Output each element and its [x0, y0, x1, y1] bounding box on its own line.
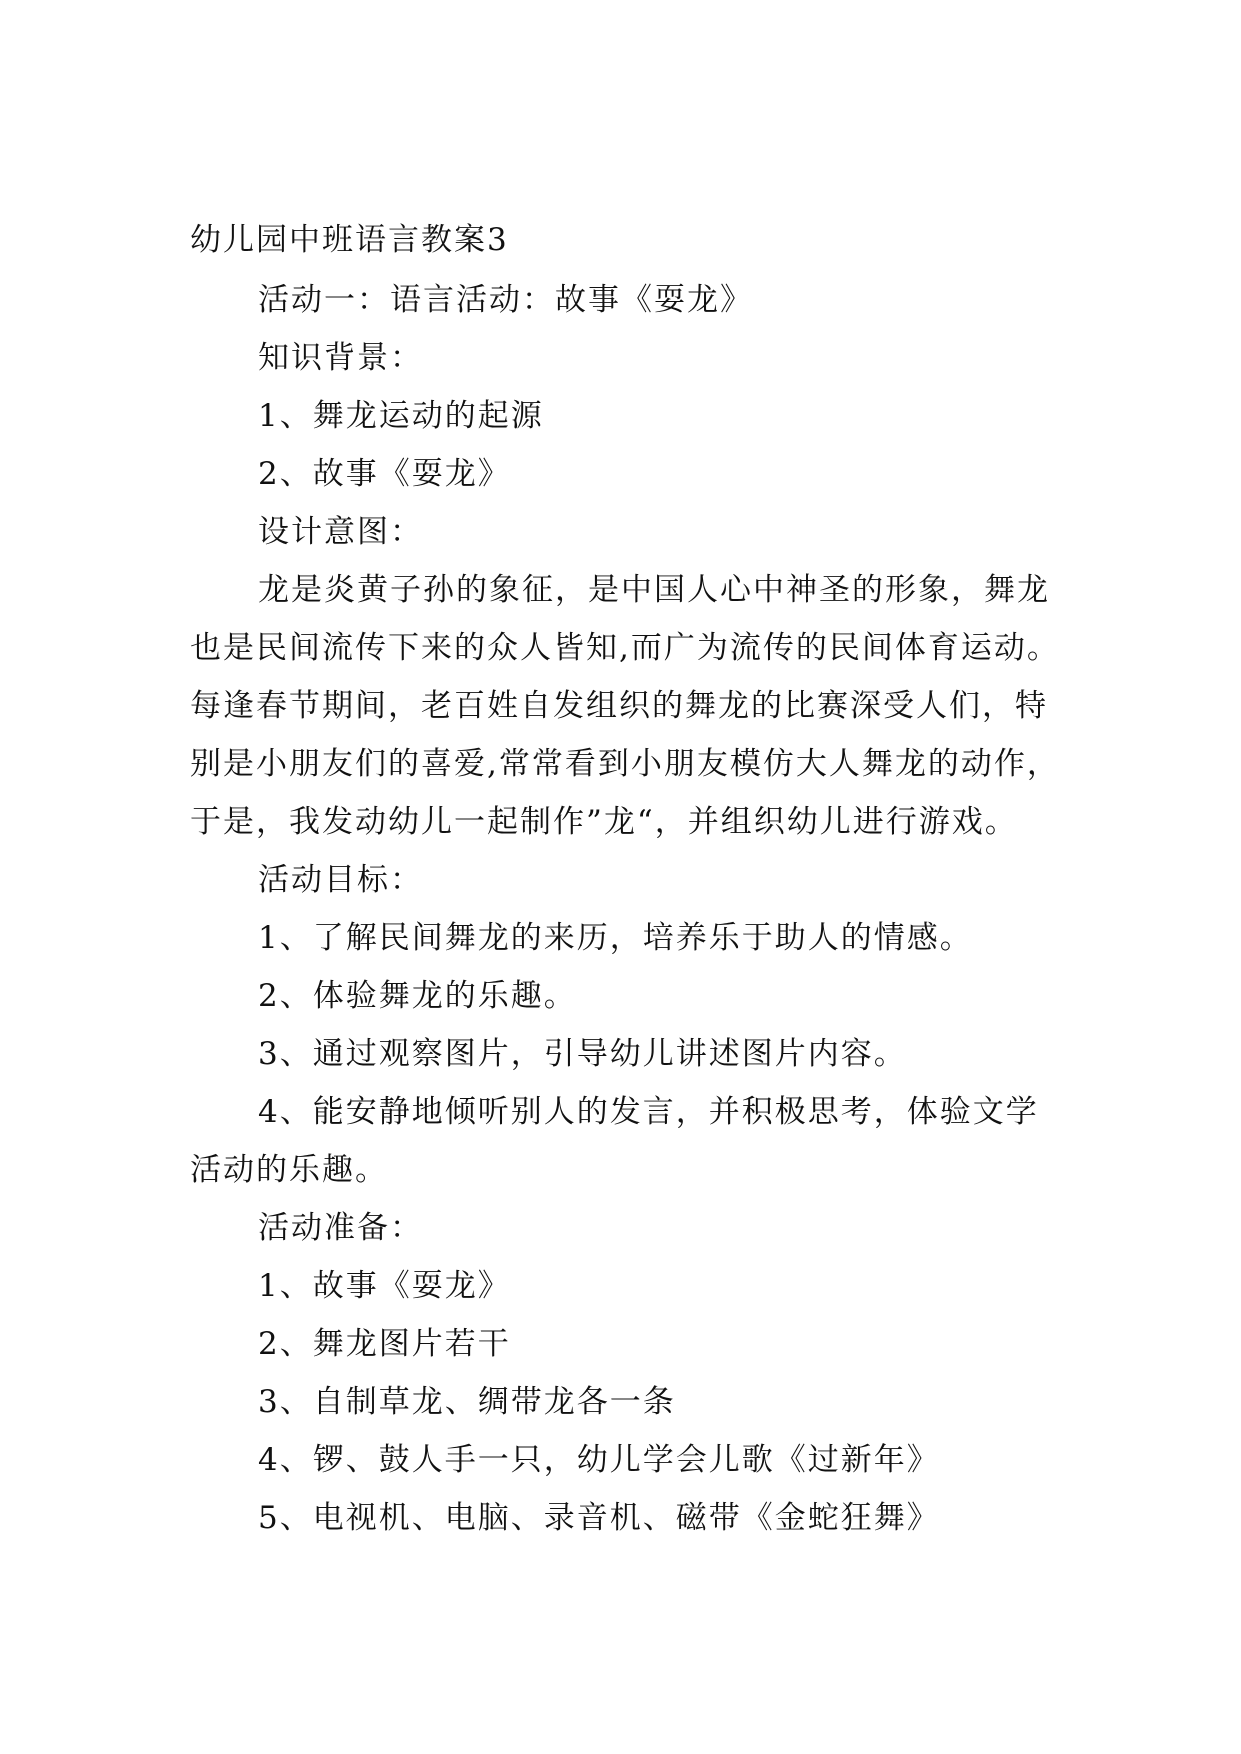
list-item-continuation: 活动的乐趣。 [190, 1152, 388, 1188]
document-title: 幼儿园中班语言教案3 [190, 222, 509, 258]
list-item: 3、通过观察图片，引导幼儿讲述图片内容。 [258, 1036, 907, 1072]
section-heading-background: 知识背景： [258, 340, 423, 376]
paragraph-line: 龙是炎黄子孙的象征，是中国人心中神圣的形象，舞龙 [258, 572, 1050, 608]
list-item: 2、舞龙图片若干 [258, 1326, 511, 1362]
activity-heading: 活动一：语言活动：故事《耍龙》 [258, 282, 753, 318]
section-heading-goals: 活动目标： [258, 862, 423, 898]
list-item: 1、舞龙运动的起源 [258, 398, 544, 434]
section-heading-preparation: 活动准备： [258, 1210, 423, 1246]
paragraph-line: 别是小朋友们的喜爱,常常看到小朋友模仿大人舞龙的动作， [190, 746, 1060, 782]
list-item: 1、了解民间舞龙的来历，培养乐于助人的情感。 [258, 920, 973, 956]
list-item: 4、锣、鼓人手一只，幼儿学会儿歌《过新年》 [258, 1442, 940, 1478]
list-item: 4、能安静地倾听别人的发言，并积极思考，体验文学 [258, 1094, 1039, 1130]
paragraph-line: 每逢春节期间，老百姓自发组织的舞龙的比赛深受人们，特 [190, 688, 1048, 724]
paragraph-line: 于是，我发动幼儿一起制作”龙“，并组织幼儿进行游戏。 [190, 804, 1018, 840]
paragraph-line: 也是民间流传下来的众人皆知,而广为流传的民间体育运动。 [190, 630, 1060, 666]
list-item: 5、电视机、电脑、录音机、磁带《金蛇狂舞》 [258, 1500, 940, 1536]
list-item: 3、自制草龙、绸带龙各一条 [258, 1384, 676, 1420]
section-heading-design-intent: 设计意图： [258, 514, 423, 550]
list-item: 2、故事《耍龙》 [258, 456, 511, 492]
list-item: 1、故事《耍龙》 [258, 1268, 511, 1304]
list-item: 2、体验舞龙的乐趣。 [258, 978, 577, 1014]
